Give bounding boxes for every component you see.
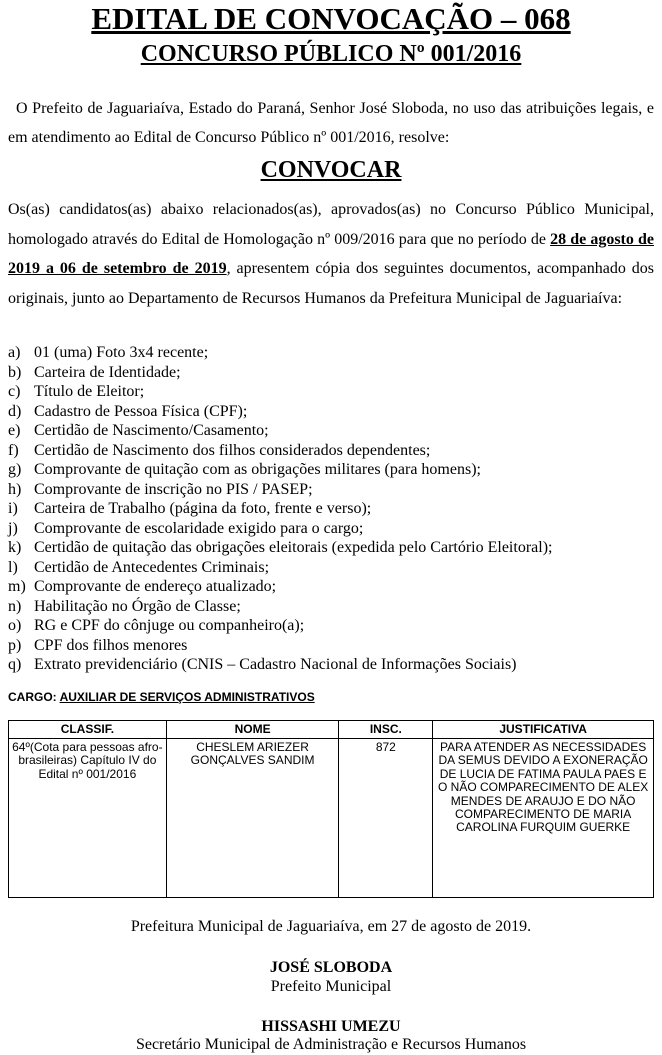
list-item: [8, 402, 654, 422]
list-item-text: Certidão de Nascimento/Casamento;: [34, 422, 269, 439]
list-item: [8, 655, 654, 675]
place-date: Prefeitura Municipal de Jaguariaíva, em 27 de agosto de 2019.: [130, 918, 532, 935]
list-item-letter: h): [8, 480, 22, 498]
list-item-text: Certidão de Nascimento dos filhos considerados dependentes;: [34, 441, 431, 459]
list-item: [8, 421, 654, 441]
signatory-name-secretary: HISSASHI UMEZU: [261, 1018, 401, 1035]
candidates-table: [8, 720, 654, 898]
list-item-letter: o): [8, 617, 22, 634]
list-item-text: 01 (uma) Foto 3x4 recente;: [34, 344, 209, 361]
list-item: [8, 499, 654, 519]
list-item-text: Título de Eleitor;: [34, 383, 145, 400]
body-text-part1: Os(as) candidatos(as) abaixo relacionados(as), aprovados(as) no Concurso Público Municipal, homologado através do Edital de Homologação nº 009/2016 para que no período de: [8, 201, 654, 248]
list-item-letter: q): [8, 656, 22, 673]
list-item-letter: c): [8, 383, 21, 400]
list-item: [8, 343, 654, 363]
list-item-text: RG e CPF do cônjuge ou companheiro(a);: [34, 617, 305, 634]
document-title: EDITAL DE CONVOCAÇÃO – 068: [91, 1, 571, 36]
list-item: [8, 577, 654, 597]
body-text-part2: , apresentem cópia dos seguintes documentos, acompanhado dos originais, junto ao Departamento de Recursos Humanos da Prefeitura Municipal de Jaguariaíva:: [8, 260, 655, 307]
list-item-text: Extrato previdenciário (CNIS – Cadastro Nacional de Informações Sociais): [34, 656, 517, 673]
list-item-text: Comprovante de quitação com as obrigações militares (para homens);: [34, 461, 481, 478]
list-item: [8, 636, 654, 656]
cargo-value: AUXILIAR DE SERVIÇOS ADMINISTRATIVOS: [59, 690, 315, 704]
list-item-text: Certidão de quitação das obrigações eleitorais (expedida pelo Cartório Eleitoral);: [34, 539, 553, 556]
list-item: [8, 460, 654, 480]
list-item-text: Comprovante de inscrição no PIS / PASEP;: [34, 480, 313, 498]
list-item: [8, 382, 654, 402]
list-item: [8, 480, 654, 500]
list-item: [8, 558, 654, 578]
cell-nome: CHESLEM ARIEZER GONÇALVES SANDIM: [166, 739, 339, 898]
list-item-text: Comprovante de escolaridade exigido para o cargo;: [34, 519, 364, 537]
cell-insc: 872: [339, 739, 433, 898]
action-heading: CONVOCAR: [260, 157, 402, 183]
list-item-letter: k): [8, 539, 22, 556]
table-header-row: [9, 721, 654, 739]
list-item-text: Habilitação no Órgão de Classe;: [34, 597, 241, 615]
documents-list: [8, 343, 654, 675]
list-item-text: CPF dos filhos menores: [34, 636, 188, 654]
list-item-letter: j): [8, 519, 18, 537]
column-header-nome: NOME: [166, 721, 339, 739]
list-item: [8, 441, 654, 461]
list-item-letter: p): [8, 636, 22, 654]
column-header-justificativa: JUSTIFICATIVA: [433, 721, 654, 739]
signatory-name-mayor: JOSÉ SLOBODA: [269, 959, 393, 976]
list-item-letter: g): [8, 461, 22, 478]
list-item-letter: b): [8, 363, 22, 381]
list-item-letter: f): [8, 441, 19, 459]
list-item-text: Carteira de Trabalho (página da foto, frente e verso);: [34, 500, 372, 517]
table-row: [9, 739, 654, 898]
list-item: [8, 519, 654, 539]
intro-paragraph: O Prefeito de Jaguariaíva, Estado do Paraná, Senhor José Sloboda, no uso das atribuições legais, e em atendimento ao Edital de Concurso Público nº 001/2016, resolve:: [8, 100, 654, 146]
list-item-text: Certidão de Antecedentes Criminais;: [34, 558, 270, 576]
list-item-letter: a): [8, 344, 21, 361]
period-highlight: 28 de agosto de 2019 a 06 de setembro de 2019: [8, 230, 655, 278]
signatory-role-mayor: Prefeito Municipal: [270, 978, 392, 995]
list-item: [8, 363, 654, 383]
body-paragraph: [8, 195, 654, 313]
cell-justificativa: PARA ATENDER AS NECESSIDADES DA SEMUS DEVIDO A EXONERAÇÃO DE LUCIA DE FATIMA PAULA PAES E O NÃO COMPARECIMENTO DE ALEX MENDES DE ARAUJO E DO NÃO COMPARECIMENTO DE MARIA CAROLINA FURQUIM GUERKE: [433, 739, 654, 898]
list-item-text: Carteira de Identidade;: [34, 363, 181, 381]
list-item-letter: d): [8, 402, 22, 420]
cell-classif: 64º(Cota para pessoas afro-brasileiras) Capítulo IV do Edital nº 001/2016: [9, 739, 167, 898]
cargo-label: CARGO:: [8, 690, 57, 704]
list-item-letter: i): [8, 500, 18, 517]
document-subtitle: CONCURSO PÚBLICO Nº 001/2016: [140, 41, 522, 67]
cargo-line: [8, 689, 315, 705]
list-item-letter: l): [8, 558, 18, 576]
list-item-text: Comprovante de endereço atualizado;: [34, 578, 277, 595]
list-item-letter: m): [8, 578, 26, 595]
signatory-role-secretary: Secretário Municipal de Administração e Recursos Humanos: [135, 1036, 527, 1053]
list-item: [8, 616, 654, 636]
column-header-insc: INSC.: [339, 721, 433, 739]
list-item: [8, 538, 654, 558]
column-header-classif: CLASSIF.: [9, 721, 167, 739]
list-item-text: Cadastro de Pessoa Física (CPF);: [34, 402, 248, 420]
list-item: [8, 597, 654, 617]
list-item-letter: e): [8, 422, 21, 439]
list-item-letter: n): [8, 597, 22, 615]
